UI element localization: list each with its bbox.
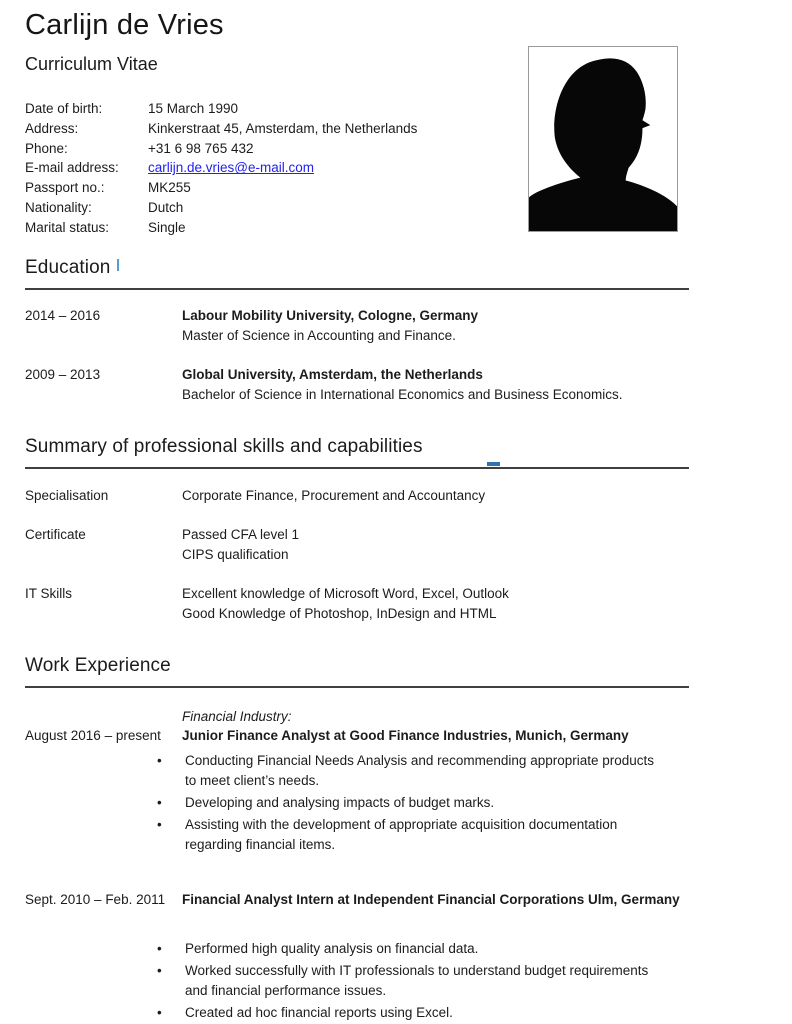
detail-row-passport [25,178,417,198]
personal-details-list [25,99,417,238]
job-bullet: • Conducting Financial Needs Analysis and recommending appropriate products to meet client’s needs. [157,751,665,791]
education-degree: Bachelor of Science in International Economics and Business Economics. [182,386,623,402]
job-dates: Sept. 2010 – Feb. 2011 [25,892,166,907]
education-dates: 2009 – 2013 [25,367,101,382]
detail-value: Kinkerstraat 45, Amsterdam, the Netherlands [148,120,418,136]
detail-value: +31 6 98 765 432 [148,140,254,156]
person-silhouette-icon [529,47,677,231]
industry-label: Financial Industry: [182,709,292,724]
detail-label: Nationality: [25,199,92,215]
page-title: Carlijn de Vries [25,9,224,41]
detail-row-phone [25,139,417,159]
section-heading-skills: Summary of professional skills and capabilities [25,435,689,469]
detail-label: Marital status: [25,219,110,235]
education-institution: Global University, Amsterdam, the Netherlands [182,367,483,382]
job-dates: August 2016 – present [25,728,161,743]
detail-row-address [25,119,417,139]
skills-value: Excellent knowledge of Microsoft Word, Excel, Outlook [182,586,509,601]
job-heading [25,888,689,912]
skills-value: Passed CFA level 1 [182,527,300,542]
skills-label: Specialisation [25,488,109,503]
detail-row-date-of-birth [25,99,417,119]
skills-value: Corporate Finance, Procurement and Accountancy [182,488,486,503]
job-heading [25,726,689,746]
detail-label: Passport no.: [25,180,105,196]
skills-label: Certificate [25,527,86,542]
section-heading-work-experience: Work Experience [25,654,689,688]
detail-label: Phone: [25,140,68,156]
detail-value: 15 March 1990 [148,101,239,116]
detail-label: Date of birth: [25,101,103,116]
blue-dash-artifact [487,462,500,466]
section-heading-education: Education [25,256,689,290]
document-subtitle: Curriculum Vitae [25,54,158,74]
job-bullet-list [157,939,667,1024]
detail-row-email [25,158,417,178]
detail-value: Dutch [148,199,184,215]
job-bullet: • Worked successfully with IT professionals to understand budget requirements and financial performance issues. [157,961,665,1001]
detail-label: Address: [25,120,79,136]
job-title: Financial Analyst Intern at Independent Financial Corporations Ulm, Germany [182,892,680,907]
job-bullet: • Assisting with the development of appropriate acquisition documentation regarding financial items. [157,815,665,855]
portrait-photo-placeholder [528,46,678,232]
text-cursor-artifact [117,259,119,271]
job-title: Junior Finance Analyst at Good Finance Industries, Munich, Germany [182,728,629,743]
skills-label: IT Skills [25,586,73,601]
job-bullet: • Performed high quality analysis on financial data. [157,939,665,959]
education-degree: Master of Science in Accounting and Finance. [182,327,456,343]
detail-row-nationality [25,198,417,218]
detail-value: MK255 [148,180,191,196]
job-bullet: • Developing and analysing impacts of budget marks. [157,793,665,813]
skills-value: CIPS qualification [182,546,289,562]
email-link[interactable]: carlijn.de.vries@e-mail.com [148,160,314,176]
education-dates: 2014 – 2016 [25,308,101,323]
detail-label: E-mail address: [25,160,119,176]
job-bullet: • Created ad hoc financial reports using Excel. [157,1003,665,1023]
education-institution: Labour Mobility University, Cologne, Germany [182,308,479,323]
detail-value: Single [148,219,186,235]
detail-row-marital-status [25,218,417,238]
job-bullet-list [157,751,667,857]
skills-value: Good Knowledge of Photoshop, InDesign and HTML [182,605,497,621]
